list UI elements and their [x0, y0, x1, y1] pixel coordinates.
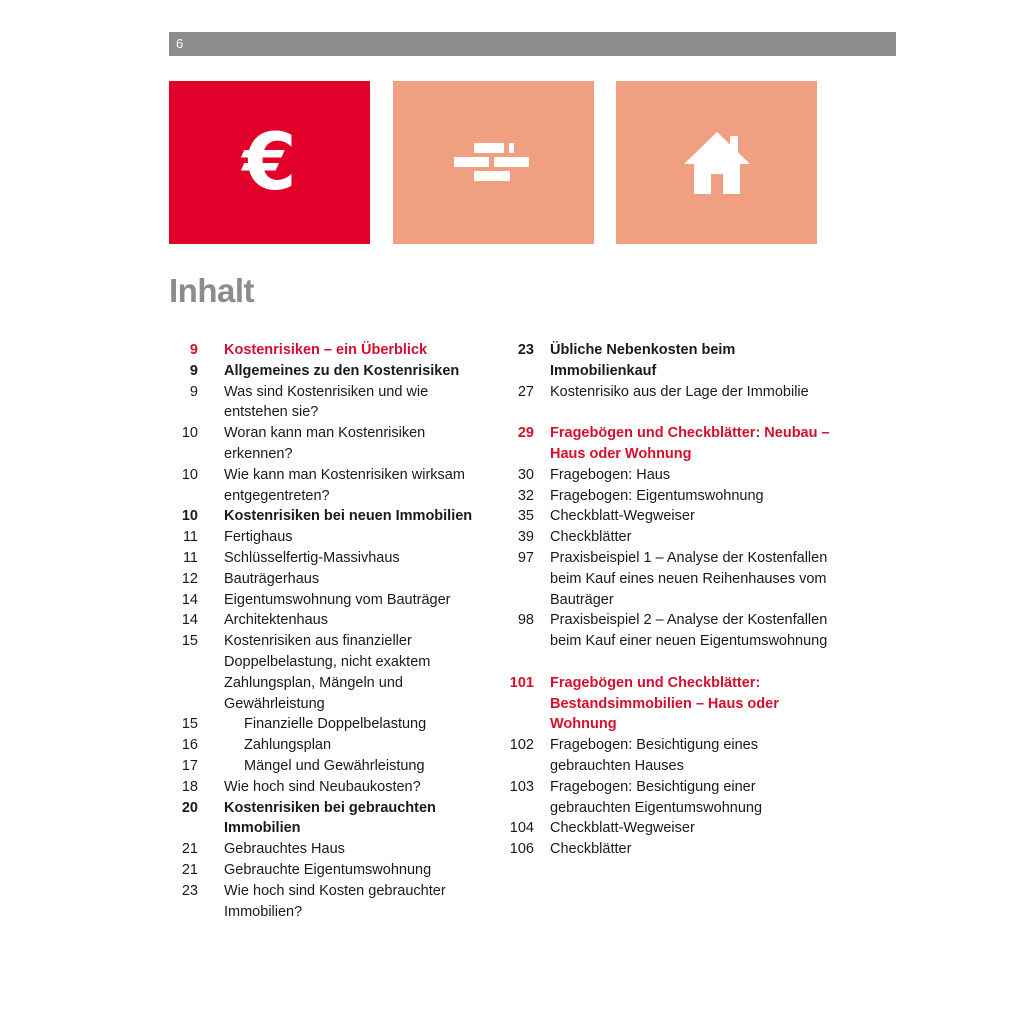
- toc-entry: [169, 881, 489, 923]
- toc-entry: [500, 548, 830, 610]
- toc-entry: [500, 818, 830, 839]
- toc-entry-title: Fertighaus: [224, 529, 293, 546]
- toc-page-number: 102: [509, 737, 534, 754]
- page-title: Inhalt: [169, 272, 254, 309]
- toc-entry-title: Checkblätter: [550, 529, 632, 546]
- toc-entry: [169, 714, 489, 735]
- toc-page-number: 103: [509, 778, 534, 795]
- toc-page-number: 10: [181, 508, 198, 525]
- toc-right-column: [500, 340, 830, 860]
- toc-page-number: 15: [181, 633, 198, 650]
- toc-page-number: 101: [509, 674, 534, 691]
- page-number: 6: [176, 36, 184, 51]
- toc-page-number: 104: [509, 820, 534, 837]
- toc-entry-title: Eigentumswohnung vom Bauträger: [224, 591, 451, 608]
- toc-page-number: 20: [181, 799, 198, 816]
- toc-entry: [169, 340, 489, 361]
- toc-entry-title: Kostenrisiken bei neuen Immobilien: [224, 508, 473, 525]
- toc-entry-title: Was sind Kostenrisiken und wie entstehen sie?: [224, 383, 429, 421]
- toc-page-number: 32: [517, 487, 534, 504]
- toc-entry-title: Gebrauchte Eigentumswohnung: [224, 861, 432, 878]
- toc-entry-title: Praxisbeispiel 2 – Analyse der Kostenfallen beim Kauf einer neuen Eigentumswohnung: [550, 612, 828, 650]
- toc-entry: [169, 548, 489, 569]
- toc-page-number: 30: [517, 466, 534, 483]
- toc-entry-title: Übliche Nebenkosten beim Immobilienkauf: [550, 342, 736, 379]
- toc-page-number: 27: [517, 383, 534, 400]
- toc-entry-title: Kostenrisiken aus finanzieller Doppelbelastung, nicht exaktem Zahlungsplan, Mängeln und Gewährleistung: [224, 633, 431, 712]
- toc-entry-title: Kostenrisiken bei gebrauchten Immobilien: [224, 799, 436, 837]
- euro-tile: [169, 81, 370, 244]
- toc-entry: [169, 860, 489, 881]
- toc-entry: [169, 631, 489, 714]
- toc-entry: [169, 756, 489, 777]
- toc-entry-title: Woran kann man Kostenrisiken erkennen?: [224, 425, 426, 462]
- euro-icon: €: [242, 117, 297, 208]
- page-number-bar: [169, 32, 896, 56]
- toc-page-number: 39: [517, 529, 534, 546]
- toc-entry-title: Fragebogen: Eigentumswohnung: [550, 487, 764, 504]
- toc-page-number: 10: [181, 425, 198, 442]
- toc-entry: [500, 382, 830, 403]
- toc-page-number: 11: [182, 529, 198, 546]
- toc-page-number: 98: [517, 612, 534, 629]
- toc-entry: [169, 735, 489, 756]
- toc-entry: [500, 673, 830, 735]
- toc-page-number: 9: [189, 383, 198, 400]
- toc-entry-title: Fragebogen: Besichtigung einer gebrauchten Eigentumswohnung: [550, 778, 763, 816]
- toc-page-number: 23: [181, 882, 198, 899]
- toc-entry: [169, 506, 489, 527]
- toc-entry: [500, 777, 830, 819]
- toc-entry: [500, 486, 830, 507]
- toc-page-number: 10: [181, 466, 198, 483]
- toc-page-number: 15: [181, 716, 198, 733]
- toc-page-number: 16: [181, 737, 198, 754]
- toc-page-number: 9: [189, 342, 198, 358]
- toc-entry: [169, 839, 489, 860]
- toc-entry-title: Fragebogen: Haus: [550, 466, 671, 483]
- toc-page-number: 97: [517, 549, 534, 566]
- toc-page-number: 17: [181, 757, 198, 774]
- toc-entry: [169, 777, 489, 798]
- toc-entry: [169, 361, 489, 382]
- toc-entry-title: Kostenrisiken – ein Überblick: [224, 342, 428, 358]
- toc-page-number: 106: [509, 841, 534, 858]
- house-icon: [682, 130, 752, 196]
- toc-entry-title: Mängel und Gewährleistung: [244, 757, 425, 774]
- toc-left-column: [169, 340, 489, 922]
- toc-page-number: 21: [181, 841, 198, 858]
- toc-entry: [500, 735, 830, 777]
- toc-entry: [500, 340, 830, 382]
- toc-entry-title: Praxisbeispiel 1 – Analyse der Kostenfallen beim Kauf eines neuen Reihenhauses vom Bauträger: [550, 549, 828, 608]
- toc-entry: [500, 527, 830, 548]
- toc-page-number: 18: [181, 778, 198, 795]
- toc-entry: [500, 839, 830, 860]
- toc-entry: [169, 590, 489, 611]
- bricks-tile: [393, 81, 594, 244]
- toc-page-number: 12: [181, 570, 198, 587]
- toc-page-number: 29: [517, 425, 534, 442]
- toc-entry-title: Wie hoch sind Neubaukosten?: [224, 778, 421, 795]
- toc-entry-title: Gebrauchtes Haus: [224, 841, 345, 858]
- toc-entry: [169, 798, 489, 840]
- toc-entry-title: Kostenrisiko aus der Lage der Immobilie: [550, 383, 809, 400]
- toc-entry: [169, 527, 489, 548]
- toc-entry: [169, 423, 489, 465]
- toc-page-number: 9: [189, 362, 198, 379]
- toc-page-number: 14: [181, 612, 198, 629]
- toc-entry: [500, 506, 830, 527]
- toc-entry-title: Wie kann man Kostenrisiken wirksam entgegentreten?: [224, 466, 465, 504]
- toc-entry-title: Fragebögen und Checkblätter: Neubau – Haus oder Wohnung: [550, 425, 830, 462]
- toc-entry-title: Schlüsselfertig-Massivhaus: [224, 549, 400, 566]
- toc-page-number: 14: [181, 591, 198, 608]
- bricks-icon: [454, 143, 534, 183]
- toc-entry-title: Checkblatt-Wegweiser: [550, 820, 695, 837]
- toc-entry: [169, 382, 489, 424]
- toc-entry-title: Bauträgerhaus: [224, 570, 320, 587]
- toc-entry: [500, 465, 830, 486]
- toc-entry-title: Checkblatt-Wegweiser: [550, 508, 695, 525]
- toc-entry-title: Architektenhaus: [224, 612, 328, 629]
- toc-page-number: 23: [517, 342, 534, 358]
- toc-entry-title: Fragebogen: Besichtigung eines gebrauchten Hauses: [550, 737, 758, 774]
- toc-entry: [169, 465, 489, 507]
- toc-entry: [169, 569, 489, 590]
- toc-page-number: 35: [517, 508, 534, 525]
- toc-page-number: 11: [182, 549, 198, 566]
- toc-entry-title: Checkblätter: [550, 841, 632, 858]
- toc-entry-title: Zahlungsplan: [244, 737, 332, 754]
- toc-entry: [500, 423, 830, 465]
- house-tile: [616, 81, 817, 244]
- toc-page-number: 21: [181, 861, 198, 878]
- toc-entry: [169, 610, 489, 631]
- toc-entry-title: Wie hoch sind Kosten gebrauchter Immobilien?: [224, 882, 446, 920]
- toc-entry-title: Finanzielle Doppelbelastung: [244, 716, 427, 733]
- toc-entry-title: Allgemeines zu den Kostenrisiken: [224, 362, 460, 379]
- toc-entry-title: Fragebögen und Checkblätter: Bestandsimmobilien – Haus oder Wohnung: [550, 674, 779, 733]
- toc-entry: [500, 610, 830, 652]
